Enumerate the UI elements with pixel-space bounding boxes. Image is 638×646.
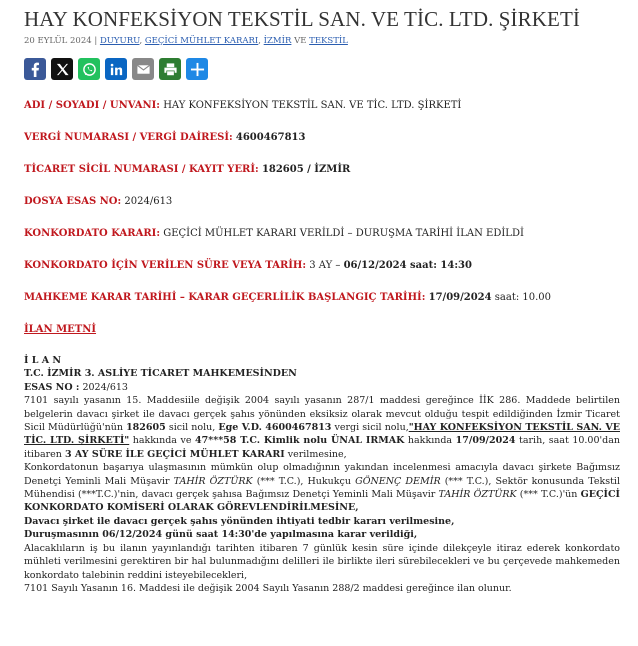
field-label: KONKORDATO İÇİN VERİLEN SÜRE VEYA TARİH: (24, 260, 307, 271)
ilan-heading: İ L A N (24, 355, 62, 366)
field-value: 182605 / İZMİR (261, 164, 351, 175)
field-label: MAHKEME KARAR TARİHİ – KARAR GEÇERLİLİK BAŞLANGIÇ TARİHİ: (24, 292, 426, 303)
share-bar (24, 58, 628, 80)
meta-comma: , (139, 36, 145, 46)
x-icon (55, 62, 70, 77)
post-meta (24, 36, 628, 47)
meta-and: VE (291, 36, 310, 46)
category-link-duyuru[interactable]: DUYURU (99, 36, 140, 46)
court-name: T.C. İZMİR 3. ASLİYE TİCARET MAHKEMESİNDEN (24, 368, 297, 380)
field-value: 4600467813 (235, 132, 306, 143)
ilan-metni-link[interactable]: İLAN METNİ (24, 324, 97, 335)
category-link-gecici-muhlet[interactable]: GEÇİCİ MÜHLET KARARI (144, 36, 259, 46)
meta-comma: , (258, 36, 264, 46)
email-icon (136, 62, 151, 77)
category-link-tekstil[interactable]: TEKSTİL (309, 36, 348, 46)
field-label: VERGİ NUMARASI / VERGİ DAİRESİ: (24, 132, 233, 143)
whatsapp-share-button[interactable] (78, 58, 100, 80)
email-share-button[interactable] (132, 58, 154, 80)
field-decision (24, 227, 628, 240)
paragraph-3: Davacı şirket ile davacı gerçek şahıs yönünden ihtiyati tedbir kararı verilmesine, (24, 515, 455, 527)
paragraph-1: 7101 sayılı yasanın 15. Maddesiile değişik 2004 sayılı yasanın 287/1 maddesi gereğince İİK 286. Maddede belirtilen belgelerin davacı şirket ile davacı gerçek şahıs yönünden eksiksiz olarak mevcut olduğu tespit edildiğinden İzmir Ticaret Sicil Müdürlüğü'nün 182605 sicil nolu, Ege V.D. 4600467813 vergi sicil nolu,"HAY KONFEKSİYON TEKSTİL SAN. VE TİC. LTD. ŞİRKETİ" hakkında ve 47***58 T.C. Kimlik nolu ÜNAL IRMAK hakkında 17/09/2024 tarih, saat 10.00'dan itibaren 3 AY SÜRE İLE GEÇİCİ MÜHLET KARARI verilmesine, (24, 395, 620, 460)
field-value: 2024/613 (124, 196, 173, 207)
share-icon (190, 62, 205, 77)
facebook-share-button[interactable] (24, 58, 46, 80)
whatsapp-icon (82, 62, 97, 77)
meta-separator: | (91, 36, 100, 46)
field-value: saat: 10.00 (491, 292, 552, 303)
paragraph-4: Duruşmasının 06/12/2024 günü saat 14:30'de yapılmasına karar verildiği, (24, 529, 418, 541)
field-court-date (24, 291, 628, 304)
field-value: GEÇİCİ MÜHLET KARARI VERİLDİ – DURUŞMA TARİHİ İLAN EDİLDİ (163, 228, 524, 239)
page-title: HAY KONFEKSİYON TEKSTİL SAN. VE TİC. LTD. ŞİRKETİ (24, 7, 580, 31)
esas-value: 2024/613 (79, 381, 128, 393)
field-file-no (24, 195, 628, 208)
field-value-bold: 17/09/2024 (428, 292, 492, 303)
announcement-text (24, 354, 628, 595)
field-value: 3 AY – (309, 260, 344, 271)
field-label: DOSYA ESAS NO: (24, 196, 122, 207)
more-share-button[interactable] (186, 58, 208, 80)
field-label: TİCARET SİCİL NUMARASI / KAYIT YERİ: (24, 164, 259, 175)
print-icon (163, 62, 178, 77)
field-value: HAY KONFEKSİYON TEKSTİL SAN. VE TİC. LTD. ŞİRKETİ (163, 100, 462, 111)
field-label: ADI / SOYADI / UNVANI: (24, 100, 160, 111)
paragraph-6: 7101 Sayılı Yasanın 16. Maddesi ile değişik 2004 Sayılı Yasanın 288/2 maddesi gereğince ilan olunur. (24, 582, 512, 594)
paragraph-2: Konkordatonun başarıya ulaşmasının mümkün olup olmadığının yakından incelenmesi amacıyla davacı şirkete Bağımsız Denetçi Yeminli Mali Müşavir TAHİR ÖZTÜRK (*** T.C.), Hukukçu GÖNENÇ DEMİR (*** T.C.), Sektör konusunda Tekstil Mühendisi (***T.C.)'nin, davacı gerçek şahısa Bağımsız Denetçi Yeminli Mali Müşavir TAHİR ÖZTÜRK (*** T.C.)'ün GEÇİCİ KONKORDATO KOMİSERİ OLARAK GÖREVLENDİRİLMESİNE, (24, 462, 621, 514)
esas-label: ESAS NO : (24, 381, 80, 393)
field-value-bold: 06/12/2024 saat: 14:30 (343, 260, 472, 271)
linkedin-share-button[interactable] (105, 58, 127, 80)
field-period (24, 259, 628, 272)
field-label: KONKORDATO KARARI: (24, 228, 161, 239)
field-trade-registry (24, 163, 628, 176)
field-name (24, 99, 628, 112)
category-link-izmir[interactable]: İZMİR (263, 36, 292, 46)
linkedin-icon (109, 62, 124, 77)
facebook-icon (28, 62, 43, 77)
post-date: 20 EYLÜL 2024 (24, 36, 92, 46)
x-share-button[interactable] (51, 58, 73, 80)
field-tax (24, 131, 628, 144)
print-share-button[interactable] (159, 58, 181, 80)
paragraph-5: Alacaklıların iş bu ilanın yayınlandığı tarihten itibaren 7 günlük kesin süre içinde dilekçeyle itiraz ederek konkordato mühleti verilmesini gerektiren bir hal bulunmadığını delilleri ile birlikte ileri sürebilecekleri ve bu çerçevede mahkemeden konkordato talebinin reddini isteyebilecekleri, (24, 542, 620, 581)
